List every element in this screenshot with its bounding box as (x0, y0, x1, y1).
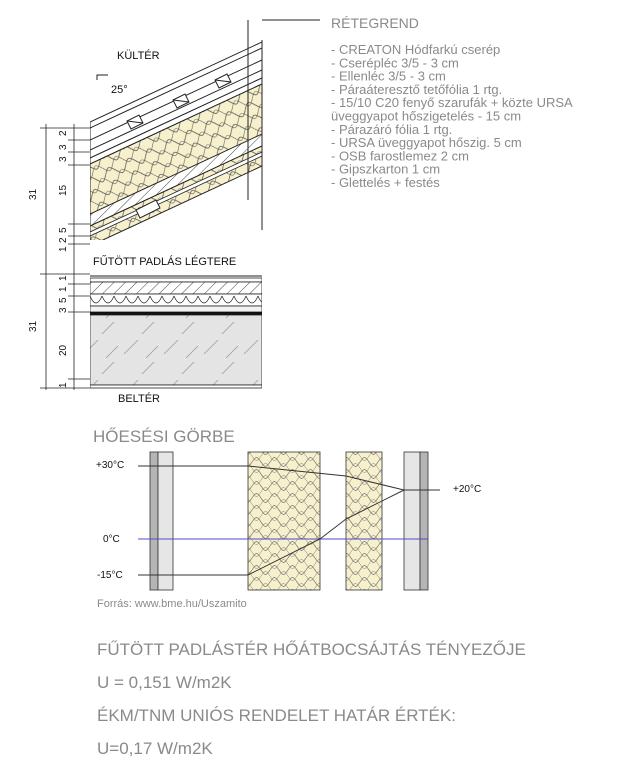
layer-item: - URSA üveggyapot hőszig. 5 cm (331, 135, 522, 151)
dim-value: 15 (58, 184, 69, 196)
dim-value: 1 (58, 275, 69, 281)
layer-item: - Páraáteresztő tetőfólia 1 rtg. (331, 81, 503, 97)
outside-label: KÜLTÉR (117, 50, 160, 62)
dim-value: 3 (58, 307, 69, 313)
dim-value: 5 (58, 227, 69, 233)
layer-item: - Gipszkarton 1 cm (331, 161, 441, 177)
source-text: Forrás: www.bme.hu/Uszamito (97, 598, 247, 610)
angle-marker (97, 75, 108, 80)
floor-slab (90, 278, 270, 388)
heat-curve-diagram (138, 452, 440, 590)
limit-value: U=0,17 W/m2K (97, 739, 213, 758)
dim-value: 2 (58, 237, 69, 243)
plaster-layer (90, 385, 262, 388)
temp-label-zero: 0°C (103, 534, 120, 545)
curve-title: HŐESÉSI GÖRBE (93, 427, 235, 446)
dim-total-top: 31 (28, 188, 39, 200)
u-value: U = 0,151 W/m2K (97, 673, 232, 692)
temp-label-plus30: +30°C (96, 460, 125, 471)
secondary-insulation (346, 452, 382, 590)
temp-label-minus15: -15°C (97, 570, 123, 581)
screed-layer (90, 282, 262, 294)
inner-board-dark (420, 452, 428, 590)
dim-total-bottom: 31 (28, 320, 39, 332)
dim-value: 5 (58, 297, 69, 303)
layer-list (331, 42, 573, 190)
layer-item: - Cserépléc 3/5 - 3 cm (331, 55, 459, 71)
angle-label: 25° (111, 84, 128, 96)
inside-label: BELTÉR (118, 393, 160, 405)
dimension-values-bottom (28, 275, 69, 388)
dim-value: 1 (58, 382, 69, 388)
layer-item: - 15/10 C20 fenyő szarufák + közte URSA (331, 95, 573, 111)
layer-item: - Glettelés + festés (331, 175, 440, 190)
top-board (90, 278, 262, 282)
outer-wall-light (158, 452, 173, 590)
dim-value: 3 (58, 156, 69, 162)
attic-label: FŰTÖTT PADLÁS LÉGTERE (93, 256, 237, 268)
dim-value: 20 (58, 344, 69, 356)
layer-item: üveggyapot hőszigetelés - 15 cm (331, 108, 522, 124)
foil-layer (90, 306, 262, 312)
layers-title: RÉTEGREND (331, 15, 419, 31)
concrete-slab (90, 315, 262, 385)
layer-item: - CREATON Hódfarkú cserép (331, 42, 501, 57)
membrane-dark (90, 312, 262, 315)
u-value-heading: FŰTÖTT PADLÁSTÉR HŐÁTBOCSÁJTÁS TÉNYEZŐJE (97, 640, 526, 659)
outer-wall-dark (150, 452, 158, 590)
roof-section (90, 42, 262, 246)
layer-item: - Ellenléc 3/5 - 3 cm (331, 68, 446, 84)
temp-label-plus20: +20°C (453, 484, 482, 495)
dim-value: 1 (58, 286, 69, 292)
dimension-values-top (28, 130, 69, 252)
inner-board-light (404, 452, 420, 590)
dim-value: 2 (58, 130, 69, 136)
layer-item: - OSB farostlemez 2 cm (331, 148, 469, 164)
dim-value: 3 (58, 144, 69, 150)
layer-item: - Párazáró fólia 1 rtg. (331, 121, 453, 137)
limit-heading: ÉKM/TNM UNIÓS RENDELET HATÁR ÉRTÉK: (97, 706, 456, 725)
dim-value: 1 (58, 246, 69, 252)
